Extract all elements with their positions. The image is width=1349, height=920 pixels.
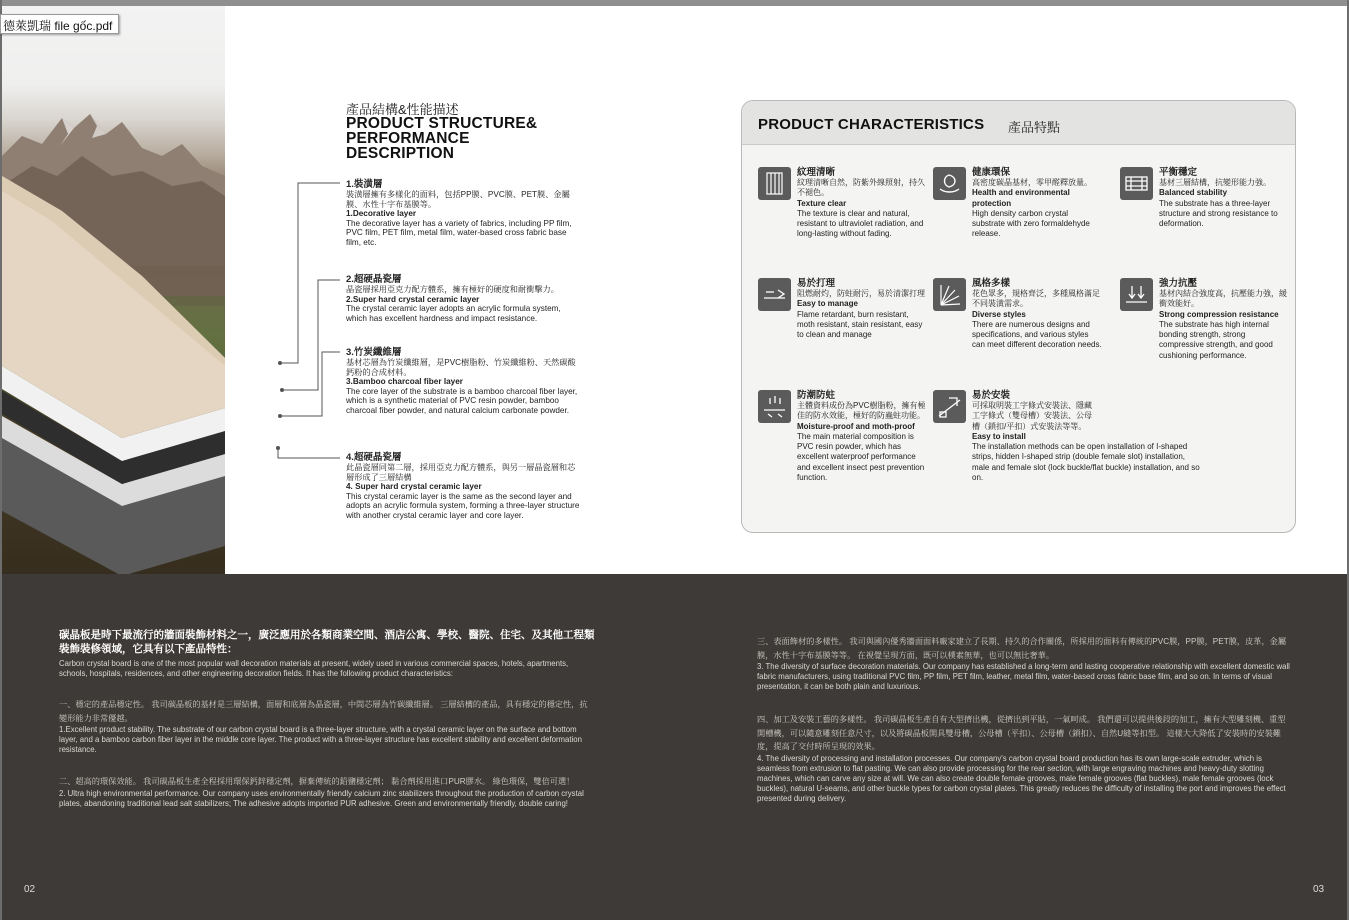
layer-title-en: 3.Bamboo charcoal fiber layer — [346, 377, 463, 387]
page-number-left: 02 — [24, 884, 36, 895]
char-title-en: Health and environmental protection — [972, 188, 1070, 208]
char-desc-zh: 主體資料成份為PVC樹脂粉，擁有極佳的防水效能，極好的防蟲蛀功能。 — [797, 401, 926, 421]
layer-title-zh: 2.超硬晶瓷層 — [346, 274, 402, 285]
char-title-en: Easy to manage — [797, 299, 858, 309]
intro-zh: 碳晶板是時下最流行的牆面裝飾材料之一，廣泛應用於各類商業空間、酒店公寓、學校、醫院、住宅、及其他工程類裝飾裝修領域，它具有以下產品特性： — [59, 629, 595, 655]
clean-wipe-icon — [758, 278, 791, 311]
wood-texture-icon — [758, 167, 791, 200]
layer-2 — [346, 274, 580, 323]
char-desc-zh: 基材三層結構，抗變形能力強。 — [1159, 178, 1271, 187]
layer-title-en: 1.Decorative layer — [346, 209, 417, 219]
char-desc-zh: 基材內結合強度高，抗壓能力強，緩衝效能好。 — [1159, 289, 1287, 309]
char-title-zh: 強力抗壓 — [1159, 278, 1198, 289]
point-3-zh: 三、表面飾材的多樣性。 我司與國內優秀牆面面料廠家建立了長期、持久的合作關係，所採用的面料有傳統的PVC膜，PP膜，PET膜，皮革，金屬膜，水性十字布基膜等等。 在視覺呈現方面，既可以樸素無華，也可以無比奢華。 — [757, 637, 1287, 660]
point-2-zh: 二、超高的環保效能。 我司碳晶板生產全程採用環保鈣鋅穩定劑，摒棄傳統的鉛鹽穩定劑； 黏合劑採用進口PUR膠水。 綠色環保，雙倍可選！ — [59, 777, 575, 786]
char-desc-en: The substrate has high internal bonding strength, strong compressive strength, and good cushioning performance. — [1159, 319, 1273, 360]
point-4 — [757, 713, 1290, 804]
layer-desc-zh: 裝潢層擁有多樣化的面料，包括PP膜、PVC膜、PET膜、金屬膜、水性十字布基膜等。 — [346, 190, 570, 209]
char-title-en: Easy to install — [972, 431, 1026, 441]
layer-title-zh: 1.裝潢層 — [346, 179, 383, 190]
char-title-en: Diverse styles — [972, 309, 1026, 319]
char-title-en: Balanced stability — [1159, 188, 1228, 198]
moisture-proof-icon — [758, 390, 791, 423]
char-desc-en: There are numerous designs and specifications, and various styles can meet different decoration needs. — [972, 319, 1102, 350]
layer-4 — [346, 452, 580, 521]
install-icon — [933, 390, 966, 423]
structure-heading-en: PRODUCT STRUCTURE& PERFORMANCE DESCRIPTION — [346, 115, 538, 162]
char-title-en: Strong compression resistance — [1159, 309, 1279, 319]
layer-desc-zh: 基材芯層為竹炭纖維層，是PVC樹脂粉、竹炭纖維粉、天然碳酸鈣粉的合成材料。 — [346, 358, 576, 377]
char-title-zh: 風格多樣 — [972, 278, 1011, 289]
point-4-zh: 四、加工及安裝工藝的多樣性。 我司碳晶板生產自有大型擠出機，從擠出到平貼，一氣呵成。 我們還可以提供後段的加工，擁有大型雕刻機、重型開槽機，可以隨意雕刻任意尺寸，以及將碳晶板開具雙母槽，公母槽（平扣）、公母槽（鎖扣）、自然U縫等扣型。 這樣大大降低了安裝時的安裝難度，提高了交付時所呈現的效果。 — [757, 715, 1286, 751]
char-desc-en: High density carbon crystal substrate with zero formaldehyde release. — [972, 208, 1090, 239]
characteristics-panel — [741, 100, 1296, 533]
file-tab[interactable]: 德萊凱瑞 file gốc.pdf — [0, 14, 119, 34]
characteristics-heading-zh: 產品特點 — [1008, 120, 1061, 135]
char-desc-en: The main material composition is PVC resin powder, which has excellent waterproof performance and excellent insect pest prevention function. — [797, 431, 925, 483]
characteristics-heading-en: PRODUCT CHARACTERISTICS — [758, 116, 985, 133]
point-4-en: 4. The diversity of processing and installation processes. Our company's carbon crystal board production has its own large-scale extruder, which is seamless from extrusion to flat pasting. We can also provide processing for the rear section, with large engraving machines and heavy-duty slotting machines, which can carve any size at will. We can also create double female grooves, male female grooves (flat buckles), male female grooves (lock buckles), natural U-seams, and other buckle types for carbon crystal plates. This greatly reduces the difficulty of installing the port and improves the effect presented during delivery. — [757, 753, 1286, 803]
point-2-en: 2. Ultra high environmental performance. Our company uses environmentally friendly calcium zinc stabilizers throughout the production of carbon crystal plates, abandoning traditional lead salt stabilizers; The adhesive adopts imported PUR adhesive. Green and environmentally friendly, double caring! — [59, 788, 584, 808]
char-title-zh: 易於安裝 — [972, 390, 1011, 401]
layer-desc-zh: 晶瓷層採用亞克力配方體系，擁有極好的硬度和耐衝擊力。 — [346, 285, 559, 294]
layer-1 — [346, 179, 580, 248]
structure-heading-zh: 產品結構&性能描述 — [346, 102, 459, 117]
bottom-section — [2, 574, 1347, 920]
layers-icon — [1120, 167, 1153, 200]
char-desc-en: The texture is clear and natural, resistant to ultraviolet radiation, and long-lasting without fading. — [797, 208, 924, 239]
point-1-zh: 一、穩定的產品穩定性。 我司碳晶板的基材是三層結構，面層和底層為晶瓷層，中間芯層為竹碳纖維層。 三層結構的產品，具有穩定的穩定性，抗變形能力非常優越。 — [59, 700, 588, 723]
char-title-zh: 防潮防蛀 — [797, 390, 836, 401]
char-desc-en: The substrate has a three-layer structure and strong resistance to deformation. — [1159, 198, 1278, 229]
point-1 — [59, 698, 592, 755]
layer-title-en: 4. Super hard crystal ceramic layer — [346, 482, 482, 492]
layer-desc-en: The decorative layer has a variety of fabrics, including PP film, PVC film, PET film, metal film, water-based cross fabric base film, etc. — [346, 218, 572, 247]
leader-lines — [210, 180, 350, 480]
layer-desc-en: The core layer of the substrate is a bamboo charcoal fiber layer, which is a synthetic material of PVC resin powder, bamboo charcoal fiber powder, and natural calcium carbonate powder. — [346, 386, 578, 415]
char-desc-zh: 高密度碳晶基材，零甲醛釋放量。 — [972, 178, 1092, 187]
panel-header — [742, 101, 1296, 145]
layer-3 — [346, 347, 580, 416]
char-title-zh: 紋理清晰 — [797, 167, 836, 178]
char-title-en: Texture clear — [797, 198, 847, 208]
char-title-en: Moisture-proof and moth-proof — [797, 421, 915, 431]
char-desc-en: Flame retardant, burn resistant, moth resistant, stain resistant, easy to clean and manage — [797, 309, 923, 340]
char-desc-zh: 紋理清晰自然，防紫外線照射，持久不褪色。 — [797, 178, 925, 198]
char-desc-zh: 花色眾多，規格齊泛，多種風格滿足不同裝潢需求。 — [972, 289, 1100, 309]
intro-en: Carbon crystal board is one of the most popular wall decoration materials at present, widely used in various commercial spaces, hotels, apartments, schools, hospitals, residences, and other engineering decoration fields. It has the following product characteristics: — [59, 659, 569, 678]
char-desc-zh: 可採取明裝工字條式安裝法、隱藏工字條式（雙母槽）安裝法、公母槽（鎖扣/平扣）式安裝法等等。 — [972, 401, 1092, 431]
compression-icon — [1120, 278, 1153, 311]
leaf-hand-icon — [933, 167, 966, 200]
layer-title-zh: 3.竹炭纖維層 — [346, 347, 402, 358]
char-title-zh: 平衡穩定 — [1159, 167, 1198, 178]
fan-style-icon — [933, 278, 966, 311]
point-3 — [757, 635, 1290, 692]
char-desc-en: The installation methods can be open installation of I-shaped strips, hidden I-shaped strip (double female slot) installation, male and female slot (lock buckle/flat buckle) installation, and so on. — [972, 442, 1200, 483]
layer-desc-en: The crystal ceramic layer adopts an acrylic formula system, which has excellent hardness and impact resistance. — [346, 304, 561, 323]
char-title-zh: 健康環保 — [972, 167, 1011, 178]
point-3-en: 3. The diversity of surface decoration materials. Our company has established a long-term and lasting cooperative relationship with excellent domestic wall fabric manufacturers, using traditional PVC film, PP film, PET film, leather, metal film, water-based cross fabric base film, and so on. In terms of visual presentation, it can be both plain and luxurious. — [757, 662, 1290, 691]
point-2 — [59, 775, 592, 809]
char-desc-zh: 阻燃耐灼，防蛀耐污，易於清潔打理 — [797, 289, 925, 298]
layer-desc-en: This crystal ceramic layer is the same as the second layer and adopts an acrylic formula system, forming a three-layer structure with another crystal ceramic layer and core layer. — [346, 491, 580, 520]
page-number-right: 03 — [1313, 884, 1325, 895]
product-photo — [2, 6, 225, 574]
char-title-zh: 易於打理 — [797, 278, 836, 289]
layer-desc-zh: 此晶瓷層同第二層，採用亞克力配方體系，與另一層晶瓷層和芯層形成了三層結構 — [346, 463, 576, 482]
layer-title-zh: 4.超硬晶瓷層 — [346, 452, 402, 463]
layer-title-en: 2.Super hard crystal ceramic layer — [346, 294, 480, 304]
point-1-en: 1.Excellent product stability. The substrate of our carbon crystal board is a three-layer structure, with a crystal ceramic layer on the surface and bottom layer, and a bamboo carbon fiber layer in the middle core layer. The product with a three-layer structure has excellent stability and excellent deformation resistance. — [59, 725, 582, 754]
